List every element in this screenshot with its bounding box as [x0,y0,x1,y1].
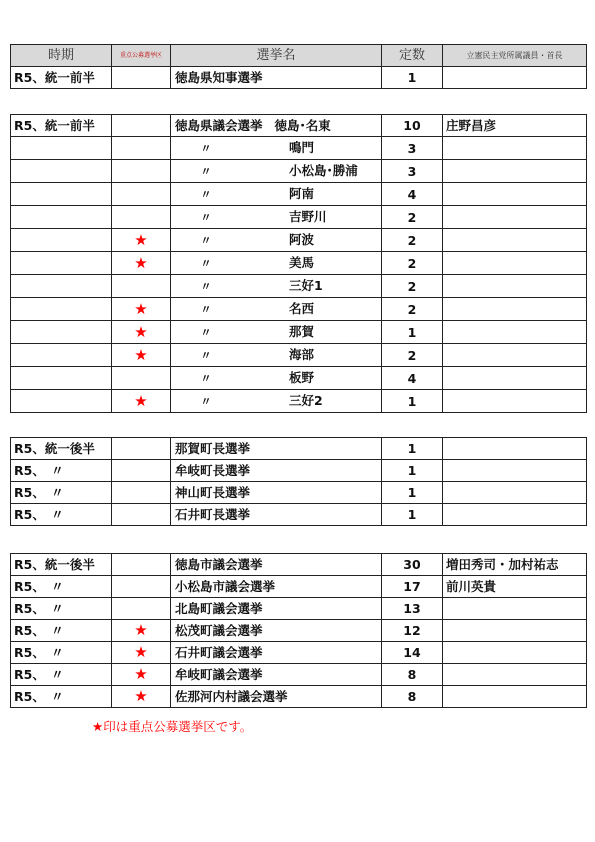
member-cell [443,183,587,206]
district-name: 徳島･名東 [274,118,331,133]
district-name: 板野 [289,370,315,385]
member-cell [443,504,587,526]
period-cell: R5、 〃 [11,576,112,598]
seats-cell: 10 [382,115,443,137]
election-cell [171,137,382,160]
ditto-mark: 〃 [200,142,212,155]
table-row [11,576,587,598]
election-cell [171,321,382,344]
seats-cell: 2 [382,229,443,252]
election-cell [171,252,382,275]
election-cell [171,367,382,390]
period-cell: R5、 〃 [11,620,112,642]
member-cell [443,686,587,708]
star-icon: ★ [134,687,148,705]
priority-cell [112,642,171,664]
seats-cell: 2 [382,298,443,321]
priority-cell [112,321,171,344]
table-row [11,642,587,664]
table-row [11,252,587,275]
seats-cell: 3 [382,137,443,160]
period-cell: R5、 〃 [11,504,112,526]
ditto-mark: 〃 [200,188,212,201]
table-row [11,275,587,298]
member-cell: 前川英貴 [443,576,587,598]
member-cell [443,664,587,686]
district-name: 海部 [289,347,315,362]
member-cell [443,137,587,160]
member-cell [443,275,587,298]
star-icon: ★ [134,643,148,661]
table-row [11,206,587,229]
election-cell: 北島町議会選挙 [171,598,382,620]
period-cell [11,321,112,344]
priority-cell [112,252,171,275]
district-name: 阿南 [289,186,315,201]
ditto-mark: 〃 [200,372,212,385]
priority-cell [112,460,171,482]
star-icon: ★ [134,253,148,272]
priority-cell [112,438,171,460]
priority-cell [112,367,171,390]
table-row [11,229,587,252]
ditto-mark: 〃 [200,165,212,178]
election-cell: 石井町議会選挙 [171,642,382,664]
header-priority: 重点公募選挙区 [112,45,171,67]
member-cell [443,206,587,229]
period-cell [11,206,112,229]
ditto-mark: 〃 [200,303,212,316]
election-cell: 佐那河内村議会選挙 [171,686,382,708]
period-cell [11,298,112,321]
table-row [11,321,587,344]
table-row [11,598,587,620]
member-cell [443,598,587,620]
table-mayor-elections [10,437,587,526]
member-cell [443,229,587,252]
table-header-row [11,45,587,67]
period-cell [11,137,112,160]
district-name: 小松島･勝浦 [289,163,358,178]
priority-cell [112,598,171,620]
table-row [11,115,587,137]
seats-cell: 1 [382,482,443,504]
member-cell [443,460,587,482]
priority-cell [112,344,171,367]
ditto-mark: 〃 [200,326,212,339]
priority-cell [112,686,171,708]
ditto-mark: 〃 [200,280,212,293]
member-cell [443,390,587,413]
period-cell: R5、 〃 [11,460,112,482]
period-cell: R5、 〃 [11,598,112,620]
member-cell [443,642,587,664]
member-cell [443,321,587,344]
seats-cell: 1 [382,504,443,526]
election-cell: 徳島県知事選挙 [171,67,382,89]
table-row [11,664,587,686]
header-members: 立憲民主党所属議員・首長 [443,45,587,67]
period-cell: R5、 〃 [11,664,112,686]
period-cell: R5、 〃 [11,482,112,504]
ditto-mark: 〃 [200,211,212,224]
header-seats: 定数 [382,45,443,67]
priority-cell [112,576,171,598]
period-cell [11,229,112,252]
seats-cell: 13 [382,598,443,620]
priority-cell [112,229,171,252]
seats-cell: 12 [382,620,443,642]
election-cell: 牟岐町議会選挙 [171,664,382,686]
member-cell [443,252,587,275]
star-icon: ★ [134,621,148,639]
district-name: 阿波 [289,232,315,247]
table-row [11,137,587,160]
star-icon: ★ [134,345,148,364]
ditto-mark: 〃 [200,234,212,247]
seats-cell: 4 [382,367,443,390]
table-row [11,298,587,321]
star-icon: ★ [134,391,148,410]
period-cell [11,183,112,206]
seats-cell: 30 [382,554,443,576]
priority-cell [112,620,171,642]
election-cell: 石井町長選挙 [171,504,382,526]
member-cell: 増田秀司・加村祐志 [443,554,587,576]
header-election: 選挙名 [171,45,382,67]
priority-cell [112,482,171,504]
member-cell [443,367,587,390]
star-icon: ★ [134,299,148,318]
period-cell [11,160,112,183]
district-name: 三好1 [289,278,323,293]
period-cell [11,367,112,390]
seats-cell: 2 [382,275,443,298]
member-cell [443,620,587,642]
table-row [11,460,587,482]
seats-cell: 2 [382,252,443,275]
seats-cell: 1 [382,321,443,344]
table-row [11,390,587,413]
election-cell: 牟岐町長選挙 [171,460,382,482]
election-name: 徳島県議会選挙 [175,118,263,133]
table-row [11,160,587,183]
period-cell: R5、 〃 [11,686,112,708]
election-cell [171,298,382,321]
priority-cell [112,206,171,229]
member-cell [443,344,587,367]
table-row [11,686,587,708]
table-row [11,504,587,526]
election-cell: 松茂町議会選挙 [171,620,382,642]
election-cell [171,115,382,137]
seats-cell: 1 [382,67,443,89]
table-row [11,620,587,642]
priority-cell [112,137,171,160]
star-icon: ★ [134,322,148,341]
member-cell [443,298,587,321]
header-period: 時期 [11,45,112,67]
period-cell: R5、統一後半 [11,554,112,576]
table-row [11,438,587,460]
member-cell [443,438,587,460]
seats-cell: 1 [382,390,443,413]
table-row [11,482,587,504]
election-cell: 神山町長選挙 [171,482,382,504]
period-cell: R5、統一前半 [11,115,112,137]
seats-cell: 8 [382,686,443,708]
priority-cell [112,664,171,686]
period-cell: R5、統一前半 [11,67,112,89]
member-cell [443,67,587,89]
election-cell: 小松島市議会選挙 [171,576,382,598]
election-cell [171,390,382,413]
priority-cell [112,67,171,89]
period-cell [11,252,112,275]
period-cell: R5、 〃 [11,642,112,664]
district-name: 那賀 [289,324,315,339]
table-row [11,367,587,390]
table-municipal-assembly [10,553,587,708]
priority-cell [112,183,171,206]
seats-cell: 14 [382,642,443,664]
election-cell [171,344,382,367]
member-cell [443,482,587,504]
table-row [11,344,587,367]
period-cell [11,344,112,367]
period-cell [11,390,112,413]
table-prefectural-assembly [10,114,587,413]
priority-cell [112,160,171,183]
election-cell: 徳島市議会選挙 [171,554,382,576]
district-name: 美馬 [289,255,315,270]
district-name: 三好2 [289,393,323,408]
priority-cell [112,275,171,298]
seats-cell: 1 [382,438,443,460]
footnote: ★印は重点公募選挙区です。 [92,719,253,734]
seats-cell: 3 [382,160,443,183]
period-cell [11,275,112,298]
table-header-and-governor [10,44,587,89]
seats-cell: 8 [382,664,443,686]
priority-cell [112,504,171,526]
election-cell [171,183,382,206]
priority-cell [112,390,171,413]
table-row [11,67,587,89]
priority-cell [112,554,171,576]
ditto-mark: 〃 [200,395,212,408]
ditto-mark: 〃 [200,257,212,270]
star-icon: ★ [134,230,148,249]
seats-cell: 2 [382,344,443,367]
district-name: 吉野川 [289,209,327,224]
seats-cell: 2 [382,206,443,229]
election-cell: 那賀町長選挙 [171,438,382,460]
election-cell [171,275,382,298]
election-cell [171,160,382,183]
period-cell: R5、統一後半 [11,438,112,460]
member-cell [443,160,587,183]
ditto-mark: 〃 [200,349,212,362]
member-cell: 庄野昌彦 [443,115,587,137]
star-icon: ★ [134,665,148,683]
seats-cell: 1 [382,460,443,482]
district-name: 鳴門 [289,140,315,155]
election-cell [171,206,382,229]
priority-cell [112,115,171,137]
district-name: 名西 [289,301,315,316]
priority-cell [112,298,171,321]
table-row [11,554,587,576]
seats-cell: 17 [382,576,443,598]
table-row [11,183,587,206]
election-cell [171,229,382,252]
seats-cell: 4 [382,183,443,206]
